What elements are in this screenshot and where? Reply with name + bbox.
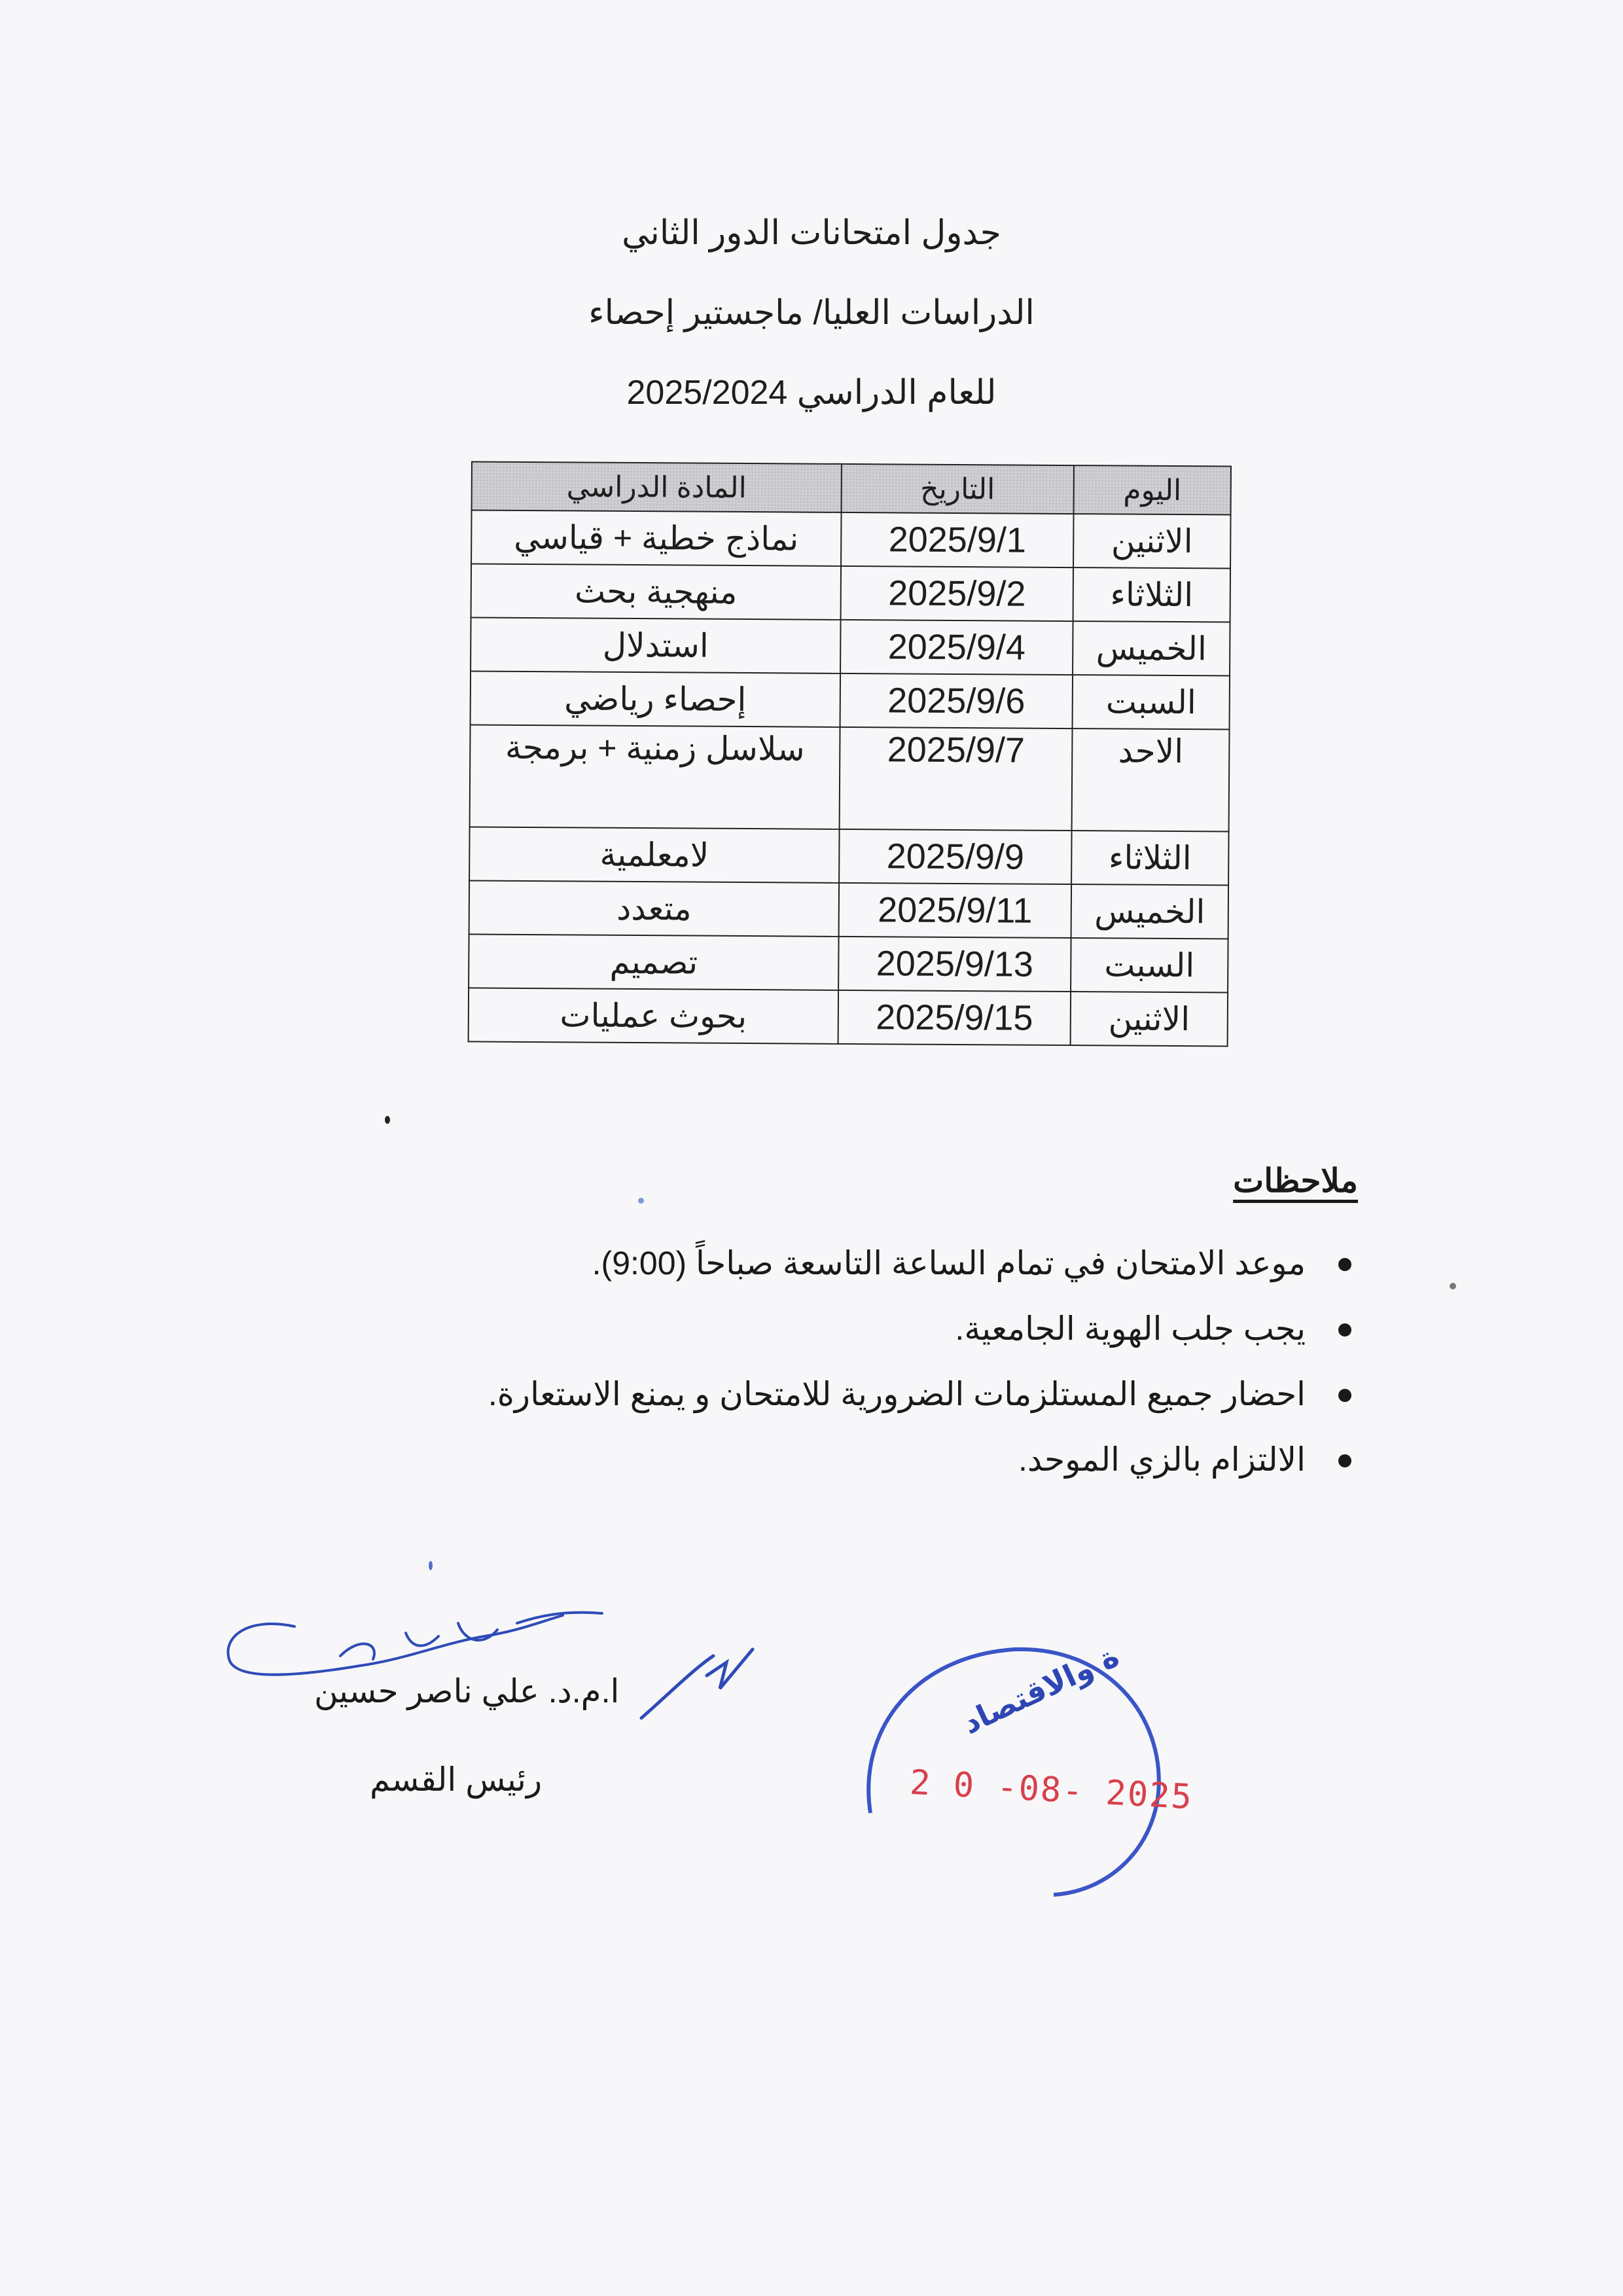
note-text: موعد الامتحان في تمام الساعة التاسعة صباحاً (9:00). bbox=[592, 1245, 1306, 1282]
cell-date: 2025/9/9 bbox=[839, 829, 1071, 884]
ink-speck bbox=[385, 1116, 390, 1124]
cell-subject: متعدد bbox=[469, 880, 839, 936]
title-line-1: جدول امتحانات الدور الثاني bbox=[622, 214, 1001, 252]
list-item bbox=[488, 1427, 1306, 1492]
cell-subject: منهجية بحث bbox=[471, 564, 841, 619]
header-date: التاريخ bbox=[842, 464, 1074, 514]
table-row bbox=[470, 725, 1230, 831]
table-row bbox=[471, 671, 1230, 729]
ink-speck bbox=[429, 1561, 433, 1570]
bullet-icon bbox=[1338, 1323, 1351, 1336]
cell-subject: استدلال bbox=[471, 617, 840, 673]
cell-date: 2025/9/6 bbox=[840, 673, 1073, 728]
table-row bbox=[471, 564, 1230, 622]
cell-subject: بحوث عمليات bbox=[469, 988, 838, 1043]
table-row bbox=[469, 934, 1228, 992]
official-stamp bbox=[844, 1617, 1178, 1905]
title-line-2: الدراسات العليا/ ماجستير إحصاء bbox=[588, 294, 1035, 332]
cell-day: الاثنين bbox=[1071, 992, 1228, 1046]
stamp-partial-text: ة والاقتصاد bbox=[957, 1638, 1124, 1741]
cell-date: 2025/9/15 bbox=[838, 990, 1071, 1045]
title-line-3: للعام الدراسي 2025/2024 bbox=[626, 374, 997, 412]
cell-date: 2025/9/11 bbox=[839, 883, 1071, 938]
cell-date: 2025/9/13 bbox=[838, 937, 1071, 992]
list-item bbox=[488, 1296, 1306, 1361]
cell-day: الخميس bbox=[1073, 621, 1230, 675]
cell-date: 2025/9/4 bbox=[840, 620, 1073, 675]
cell-day: الخميس bbox=[1071, 884, 1228, 939]
cell-subject: لامعلمية bbox=[469, 827, 839, 882]
bullet-icon bbox=[1338, 1258, 1351, 1271]
cell-day: الاحد bbox=[1072, 728, 1230, 831]
cell-subject: نماذج خطية + قياسي bbox=[471, 510, 841, 565]
header-day: اليوم bbox=[1074, 465, 1231, 514]
notes-heading: ملاحظات bbox=[1233, 1162, 1358, 1199]
stamp-date: 2 0 -08- 2025 bbox=[908, 1763, 1194, 1818]
cell-day: الاثنين bbox=[1073, 514, 1230, 568]
table-row bbox=[471, 510, 1230, 568]
cell-day: الثلاثاء bbox=[1073, 567, 1230, 622]
table-row bbox=[469, 880, 1228, 939]
table-row bbox=[469, 827, 1228, 885]
cell-day: السبت bbox=[1071, 938, 1228, 992]
table-row bbox=[469, 988, 1228, 1046]
exam-schedule-table bbox=[468, 461, 1232, 1047]
header-subject: المادة الدراسي bbox=[472, 461, 842, 512]
note-text: يجب جلب الهوية الجامعية. bbox=[955, 1310, 1306, 1347]
signatory-name: ا.م.د. علي ناصر حسين bbox=[314, 1673, 620, 1710]
cell-date: 2025/9/7 bbox=[840, 727, 1073, 831]
table-row bbox=[471, 617, 1230, 675]
cell-date: 2025/9/1 bbox=[841, 512, 1073, 567]
cell-subject: تصميم bbox=[469, 934, 838, 990]
bullet-icon bbox=[1338, 1454, 1351, 1467]
cell-subject: إحصاء رياضي bbox=[471, 671, 840, 726]
signatory-title: رئيس القسم bbox=[370, 1761, 543, 1798]
cell-day: الثلاثاء bbox=[1071, 831, 1228, 885]
document-title-block bbox=[0, 216, 1623, 456]
bullet-icon bbox=[1338, 1389, 1351, 1402]
ink-speck bbox=[638, 1198, 644, 1204]
list-item bbox=[488, 1230, 1306, 1296]
note-text: احضار جميع المستلزمات الضرورية للامتحان و يمنع الاستعارة. bbox=[488, 1376, 1306, 1412]
note-text: الالتزام بالزي الموحد. bbox=[1018, 1441, 1306, 1478]
initials-mark bbox=[628, 1636, 766, 1728]
cell-date: 2025/9/2 bbox=[841, 566, 1073, 621]
notes-list bbox=[488, 1230, 1306, 1492]
table-header-row bbox=[472, 461, 1231, 514]
list-item bbox=[488, 1361, 1306, 1427]
cell-day: السبت bbox=[1073, 675, 1230, 729]
cell-subject: سلاسل زمنية + برمجة bbox=[470, 725, 840, 829]
ink-speck bbox=[1450, 1283, 1456, 1289]
